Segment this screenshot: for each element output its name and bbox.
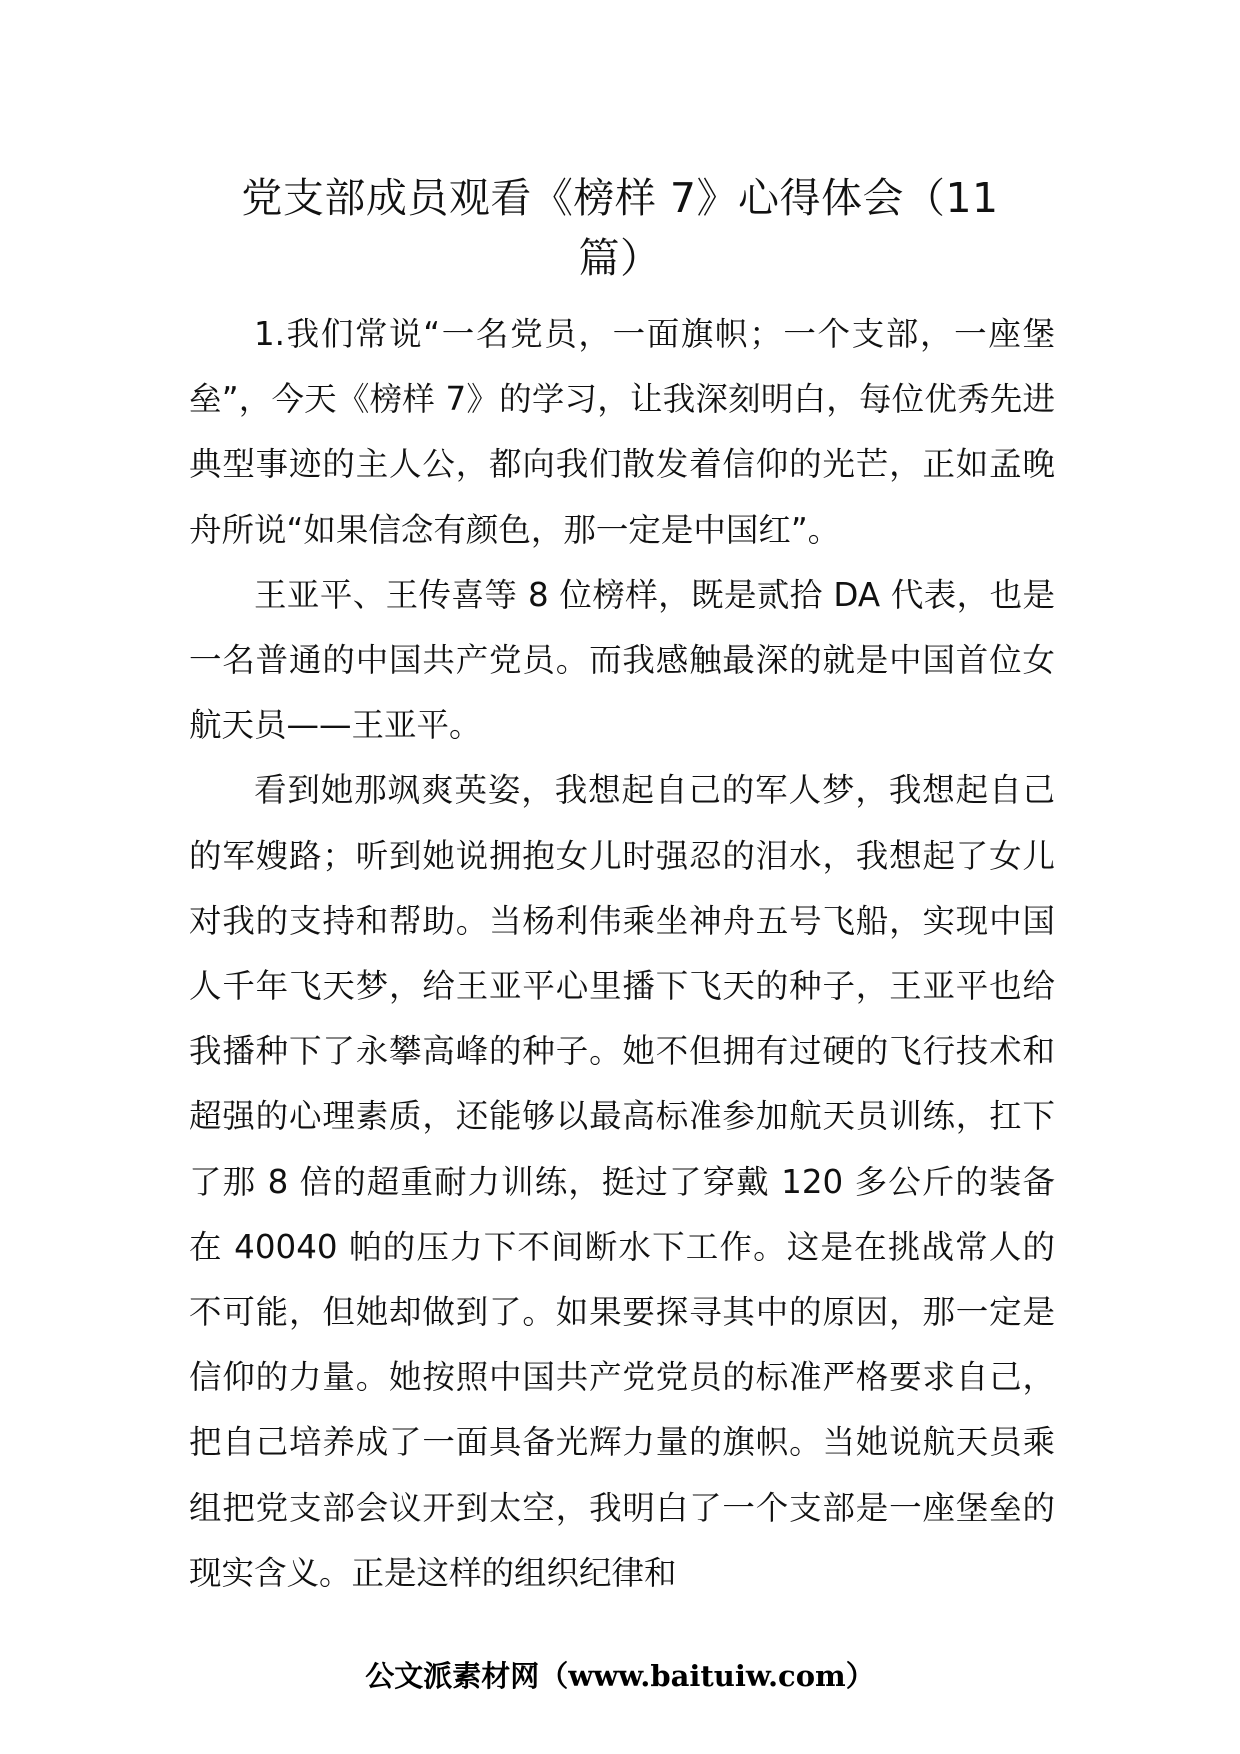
paragraph-1: 1.我们常说“一名党员，一面旗帜；一个支部，一座堡垒”，今天《榜样 7》的学习，让我深刻明白，每位优秀先进典型事迹的主人公，都向我们散发着信仰的光芒，正如孟晚舟所说“如果信念有颜色，那一定是中国红”。: [189, 315, 1055, 549]
title-line-1: 党支部成员观看《榜样 7》心得体会（11: [241, 174, 999, 222]
document-body: [189, 302, 1055, 1606]
paragraph-2: 王亚平、王传喜等 8 位榜样，既是贰拾 DA 代表，也是一名普通的中国共产党员。而我感触最深的就是中国首位女航天员——王亚平。: [189, 575, 1055, 745]
title-line-2: 篇）: [578, 234, 662, 282]
paragraph-3: 看到她那飒爽英姿，我想起自己的军人梦，我想起自己的军嫂路；听到她说拥抱女儿时强忍的泪水，我想起了女儿对我的支持和帮助。当杨利伟乘坐神舟五号飞船，实现中国人千年飞天梦，给王亚平心里播下飞天的种子，王亚平也给我播种下了永攀高峰的种子。她不但拥有过硬的飞行技术和超强的心理素质，还能够以最高标准参加航天员训练，扛下了那 8 倍的超重耐力训练，挺过了穿戴 120 多公斤的装备在 40040 帕的压力下不间断水下工作。这是在挑战常人的不可能，但她却做到了。如果要探寻其中的原因，那一定是信仰的力量。她按照中国共产党党员的标准严格要求自己，把自己培养成了一面具备光辉力量的旗帜。当她说航天员乘组把党支部会议开到太空，我明白了一个支部是一座堡垒的现实含义。正是这样的组织纪律和: [189, 771, 1055, 1592]
document-title: [190, 168, 1050, 288]
footer-watermark-text: 公文派素材网（www.baituiw.com）: [365, 1659, 875, 1693]
